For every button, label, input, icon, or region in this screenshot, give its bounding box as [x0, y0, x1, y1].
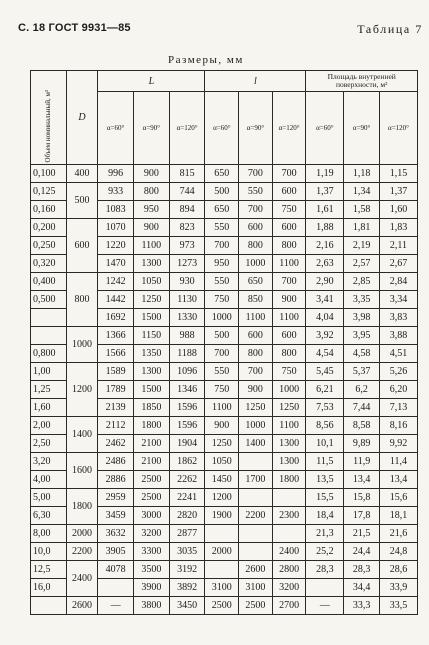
value-cell: 1000 [239, 417, 273, 435]
value-cell: 2262 [169, 471, 205, 489]
value-cell: 3,92 [306, 327, 344, 345]
diameter-cell: 600 [66, 219, 98, 273]
value-cell: 2800 [272, 561, 306, 579]
value-cell: 15,5 [306, 489, 344, 507]
value-cell: 1346 [169, 381, 205, 399]
value-cell: 25,2 [306, 543, 344, 561]
value-cell: 1070 [98, 219, 134, 237]
angle-header: α=60° [98, 92, 134, 165]
value-cell: 1200 [205, 489, 239, 507]
value-cell: 18,4 [306, 507, 344, 525]
angle-header: α=120° [380, 92, 418, 165]
value-cell: 550 [205, 219, 239, 237]
value-cell [205, 561, 239, 579]
table-row [31, 273, 418, 291]
table-row [31, 363, 418, 381]
value-cell: 1862 [169, 453, 205, 471]
value-cell: 1,88 [306, 219, 344, 237]
value-cell: 4,58 [344, 345, 380, 363]
volume-cell: 0,500 [31, 291, 67, 309]
value-cell: 973 [169, 237, 205, 255]
value-cell [306, 579, 344, 597]
value-cell: 1400 [239, 435, 273, 453]
value-cell: 1100 [272, 309, 306, 327]
value-cell: 3905 [98, 543, 134, 561]
value-cell: 650 [239, 273, 273, 291]
value-cell: 2,19 [344, 237, 380, 255]
value-cell [272, 525, 306, 543]
value-cell: 15,8 [344, 489, 380, 507]
value-cell: 24,4 [344, 543, 380, 561]
value-cell: 700 [239, 201, 273, 219]
table-row [31, 597, 418, 615]
value-cell: 2500 [205, 597, 239, 615]
volume-cell: 8,00 [31, 525, 67, 543]
table-row [31, 417, 418, 435]
value-cell: 815 [169, 165, 205, 183]
volume-cell: 1,60 [31, 399, 67, 417]
value-cell: 750 [205, 291, 239, 309]
value-cell: 3,34 [380, 291, 418, 309]
table-container [30, 70, 418, 615]
value-cell: 1100 [239, 309, 273, 327]
value-cell: — [98, 597, 134, 615]
value-cell: 2,90 [306, 273, 344, 291]
value-cell: 28,6 [380, 561, 418, 579]
value-cell: 800 [272, 237, 306, 255]
volume-cell: 0,200 [31, 219, 67, 237]
dimensions-label: Размеры, мм [168, 54, 244, 66]
volume-cell: 6,30 [31, 507, 67, 525]
value-cell: 15,6 [380, 489, 418, 507]
value-cell: 700 [205, 237, 239, 255]
value-cell: 2100 [134, 453, 170, 471]
table-row [31, 489, 418, 507]
value-cell: 800 [134, 183, 170, 201]
value-cell: 18,1 [380, 507, 418, 525]
table-body [31, 165, 418, 615]
volume-cell: 0,100 [31, 165, 67, 183]
value-cell: 21,6 [380, 525, 418, 543]
value-cell: 2,57 [344, 255, 380, 273]
value-cell: 2877 [169, 525, 205, 543]
value-cell: 2139 [98, 399, 134, 417]
value-cell: 2,16 [306, 237, 344, 255]
value-cell: 3632 [98, 525, 134, 543]
value-cell: 4,51 [380, 345, 418, 363]
value-cell: 2100 [134, 435, 170, 453]
table-row [31, 453, 418, 471]
value-cell: 5,37 [344, 363, 380, 381]
table-row [31, 219, 418, 237]
value-cell: 33,9 [380, 579, 418, 597]
value-cell: 823 [169, 219, 205, 237]
value-cell: 1596 [169, 417, 205, 435]
value-cell: 1789 [98, 381, 134, 399]
value-cell: 1100 [134, 237, 170, 255]
value-cell: 744 [169, 183, 205, 201]
value-cell: 3,35 [344, 291, 380, 309]
value-cell: 1250 [272, 399, 306, 417]
value-cell: 2200 [239, 507, 273, 525]
value-cell: 1589 [98, 363, 134, 381]
volume-cell: 1,25 [31, 381, 67, 399]
value-cell: 750 [272, 363, 306, 381]
value-cell: 1904 [169, 435, 205, 453]
value-cell: 9,89 [344, 435, 380, 453]
diameter-header: D [66, 71, 98, 165]
value-cell: 2500 [134, 471, 170, 489]
value-cell: 1000 [205, 309, 239, 327]
value-cell: 2112 [98, 417, 134, 435]
value-cell: 2,85 [344, 273, 380, 291]
value-cell: 4,54 [306, 345, 344, 363]
value-cell [98, 579, 134, 597]
value-cell: 1050 [134, 273, 170, 291]
diameter-cell: 1000 [66, 327, 98, 363]
value-cell: 900 [134, 219, 170, 237]
volume-cell: 0,160 [31, 201, 67, 219]
value-cell: 5,26 [380, 363, 418, 381]
diameter-cell: 400 [66, 165, 98, 183]
diameter-cell: 1800 [66, 489, 98, 525]
value-cell: 894 [169, 201, 205, 219]
value-cell: 3100 [239, 579, 273, 597]
value-cell [239, 453, 273, 471]
value-cell: 8,16 [380, 417, 418, 435]
diameter-cell: 2000 [66, 525, 98, 543]
value-cell: 1,61 [306, 201, 344, 219]
value-cell: 2820 [169, 507, 205, 525]
value-cell: 1500 [134, 309, 170, 327]
volume-cell: 4,00 [31, 471, 67, 489]
volume-cell: 1,00 [31, 363, 67, 381]
value-cell: 2,11 [380, 237, 418, 255]
diameter-cell: 2600 [66, 597, 98, 615]
value-cell: 1300 [272, 435, 306, 453]
table-row [31, 543, 418, 561]
value-cell: 550 [205, 273, 239, 291]
value-cell: 1596 [169, 399, 205, 417]
value-cell: 950 [205, 255, 239, 273]
value-cell: 11,4 [380, 453, 418, 471]
volume-cell: 16,0 [31, 579, 67, 597]
value-cell: 600 [272, 327, 306, 345]
value-cell: 24,8 [380, 543, 418, 561]
value-cell: 21,3 [306, 525, 344, 543]
value-cell: 3300 [134, 543, 170, 561]
area-header: Площадь внутренней поверхности, м² [306, 71, 418, 92]
value-cell: 900 [205, 417, 239, 435]
value-cell: 28,3 [344, 561, 380, 579]
volume-cell [31, 327, 67, 345]
value-cell: 930 [169, 273, 205, 291]
value-cell: 3,95 [344, 327, 380, 345]
value-cell: 1442 [98, 291, 134, 309]
value-cell: 3035 [169, 543, 205, 561]
value-cell: 1,15 [380, 165, 418, 183]
table-label: Таблица 7 [357, 22, 423, 36]
diameter-cell: 1400 [66, 417, 98, 453]
diameter-cell: 2200 [66, 543, 98, 561]
value-cell: 11,9 [344, 453, 380, 471]
value-cell: 17,8 [344, 507, 380, 525]
value-cell [205, 525, 239, 543]
value-cell: 21,5 [344, 525, 380, 543]
value-cell: 1450 [205, 471, 239, 489]
value-cell: 1000 [239, 255, 273, 273]
value-cell: 600 [239, 219, 273, 237]
page-header [18, 22, 411, 38]
value-cell: 1300 [134, 363, 170, 381]
value-cell: 1470 [98, 255, 134, 273]
value-cell: 1188 [169, 345, 205, 363]
value-cell: 13,4 [380, 471, 418, 489]
value-cell: 1300 [272, 453, 306, 471]
volume-cell: 3,20 [31, 453, 67, 471]
angle-header: α=120° [169, 92, 205, 165]
value-cell: 10,1 [306, 435, 344, 453]
value-cell: 7,53 [306, 399, 344, 417]
value-cell: 1100 [272, 255, 306, 273]
value-cell: 996 [98, 165, 134, 183]
value-cell: 3892 [169, 579, 205, 597]
value-cell: 6,21 [306, 381, 344, 399]
value-cell: 33,3 [344, 597, 380, 615]
value-cell: 1500 [134, 381, 170, 399]
diameter-cell: 800 [66, 273, 98, 327]
value-cell: 900 [272, 291, 306, 309]
value-cell: 550 [205, 363, 239, 381]
volume-cell [31, 309, 67, 327]
value-cell: 2462 [98, 435, 134, 453]
value-cell [239, 543, 273, 561]
value-cell: 3200 [134, 525, 170, 543]
value-cell: 1800 [272, 471, 306, 489]
dimensions-table [30, 70, 418, 615]
value-cell: 3800 [134, 597, 170, 615]
value-cell: 650 [205, 165, 239, 183]
length-L-header: L [98, 71, 205, 92]
value-cell: 1850 [134, 399, 170, 417]
value-cell: 3,88 [380, 327, 418, 345]
value-cell: 1250 [134, 291, 170, 309]
diameter-cell: 500 [66, 183, 98, 219]
value-cell [239, 489, 273, 507]
value-cell: 28,3 [306, 561, 344, 579]
value-cell: 6,2 [344, 381, 380, 399]
value-cell: 3,83 [380, 309, 418, 327]
volume-cell: 0,125 [31, 183, 67, 201]
volume-cell: 0,320 [31, 255, 67, 273]
value-cell: 2959 [98, 489, 134, 507]
value-cell: 600 [272, 219, 306, 237]
value-cell: 3100 [205, 579, 239, 597]
volume-cell: 2,00 [31, 417, 67, 435]
value-cell: 33,5 [380, 597, 418, 615]
value-cell: 1000 [272, 381, 306, 399]
table-row [31, 183, 418, 201]
table-row [31, 525, 418, 543]
value-cell: 3450 [169, 597, 205, 615]
value-cell: 700 [272, 273, 306, 291]
volume-cell: 5,00 [31, 489, 67, 507]
value-cell: 800 [239, 345, 273, 363]
table-row [31, 327, 418, 345]
value-cell: 1700 [239, 471, 273, 489]
value-cell: 1900 [205, 507, 239, 525]
value-cell: 8,56 [306, 417, 344, 435]
value-cell [239, 525, 273, 543]
value-cell: 1242 [98, 273, 134, 291]
value-cell: 1,60 [380, 201, 418, 219]
value-cell: 2300 [272, 507, 306, 525]
volume-cell: 0,800 [31, 345, 67, 363]
value-cell: 2241 [169, 489, 205, 507]
diameter-cell: 2400 [66, 561, 98, 597]
value-cell: 2,63 [306, 255, 344, 273]
value-cell: 4,04 [306, 309, 344, 327]
value-cell: 2700 [272, 597, 306, 615]
table-row [31, 561, 418, 579]
value-cell: 9,92 [380, 435, 418, 453]
value-cell: 750 [272, 201, 306, 219]
value-cell: 700 [205, 345, 239, 363]
value-cell: 500 [205, 327, 239, 345]
length-l-header: l [205, 71, 306, 92]
value-cell: 1,19 [306, 165, 344, 183]
volume-cell: 12,5 [31, 561, 67, 579]
value-cell: 800 [272, 345, 306, 363]
value-cell: 1350 [134, 345, 170, 363]
value-cell: 2,67 [380, 255, 418, 273]
value-cell: 1800 [134, 417, 170, 435]
value-cell: 1,34 [344, 183, 380, 201]
value-cell: 3000 [134, 507, 170, 525]
value-cell: 700 [239, 363, 273, 381]
value-cell: 7,44 [344, 399, 380, 417]
volume-cell: 0,400 [31, 273, 67, 291]
value-cell: 3200 [272, 579, 306, 597]
value-cell: 700 [239, 165, 273, 183]
value-cell: 5,45 [306, 363, 344, 381]
value-cell: 11,5 [306, 453, 344, 471]
volume-cell [31, 597, 67, 615]
angle-header: α=90° [344, 92, 380, 165]
value-cell: 1,81 [344, 219, 380, 237]
value-cell: 1566 [98, 345, 134, 363]
value-cell: 1130 [169, 291, 205, 309]
volume-header: Объем номинальный, м³ [31, 71, 67, 165]
value-cell: 1083 [98, 201, 134, 219]
value-cell: 1220 [98, 237, 134, 255]
value-cell: 1,83 [380, 219, 418, 237]
angle-header: α=120° [272, 92, 306, 165]
value-cell: 2886 [98, 471, 134, 489]
value-cell: 650 [205, 201, 239, 219]
value-cell: 13,4 [344, 471, 380, 489]
value-cell: — [306, 597, 344, 615]
value-cell: 1100 [272, 417, 306, 435]
value-cell: 750 [205, 381, 239, 399]
value-cell: 1273 [169, 255, 205, 273]
volume-cell: 0,250 [31, 237, 67, 255]
value-cell: 2500 [239, 597, 273, 615]
angle-header: α=90° [239, 92, 273, 165]
value-cell: 950 [134, 201, 170, 219]
value-cell: 2000 [205, 543, 239, 561]
value-cell: 600 [239, 327, 273, 345]
value-cell: 988 [169, 327, 205, 345]
value-cell: 800 [239, 237, 273, 255]
value-cell: 2400 [272, 543, 306, 561]
volume-cell: 2,50 [31, 435, 67, 453]
value-cell: 1,37 [380, 183, 418, 201]
value-cell: 3900 [134, 579, 170, 597]
value-cell: 500 [205, 183, 239, 201]
value-cell: 2486 [98, 453, 134, 471]
value-cell: 2600 [239, 561, 273, 579]
value-cell: 1,37 [306, 183, 344, 201]
value-cell: 1096 [169, 363, 205, 381]
value-cell: 4078 [98, 561, 134, 579]
value-cell: 34,4 [344, 579, 380, 597]
value-cell: 1300 [134, 255, 170, 273]
volume-cell: 10,0 [31, 543, 67, 561]
value-cell: 1150 [134, 327, 170, 345]
angle-header: α=60° [205, 92, 239, 165]
value-cell: 933 [98, 183, 134, 201]
value-cell: 900 [239, 381, 273, 399]
value-cell: 3,41 [306, 291, 344, 309]
page-reference: С. 18 ГОСТ 9931—85 [18, 22, 131, 34]
value-cell: 8,58 [344, 417, 380, 435]
value-cell: 3459 [98, 507, 134, 525]
value-cell: 1330 [169, 309, 205, 327]
value-cell: 3192 [169, 561, 205, 579]
value-cell: 1,58 [344, 201, 380, 219]
value-cell [272, 489, 306, 507]
value-cell: 1250 [239, 399, 273, 417]
value-cell: 700 [272, 165, 306, 183]
value-cell: 550 [239, 183, 273, 201]
value-cell: 900 [134, 165, 170, 183]
value-cell: 850 [239, 291, 273, 309]
table-row [31, 165, 418, 183]
value-cell: 3500 [134, 561, 170, 579]
diameter-cell: 1200 [66, 363, 98, 417]
value-cell: 1,18 [344, 165, 380, 183]
diameter-cell: 1600 [66, 453, 98, 489]
value-cell: 2,84 [380, 273, 418, 291]
value-cell: 7,13 [380, 399, 418, 417]
angle-header: α=60° [306, 92, 344, 165]
value-cell: 2500 [134, 489, 170, 507]
value-cell: 6,20 [380, 381, 418, 399]
value-cell: 1100 [205, 399, 239, 417]
value-cell: 1050 [205, 453, 239, 471]
angle-header: α=90° [134, 92, 170, 165]
value-cell: 600 [272, 183, 306, 201]
value-cell: 1250 [205, 435, 239, 453]
value-cell: 3,98 [344, 309, 380, 327]
value-cell: 1366 [98, 327, 134, 345]
value-cell: 13,5 [306, 471, 344, 489]
value-cell: 1692 [98, 309, 134, 327]
